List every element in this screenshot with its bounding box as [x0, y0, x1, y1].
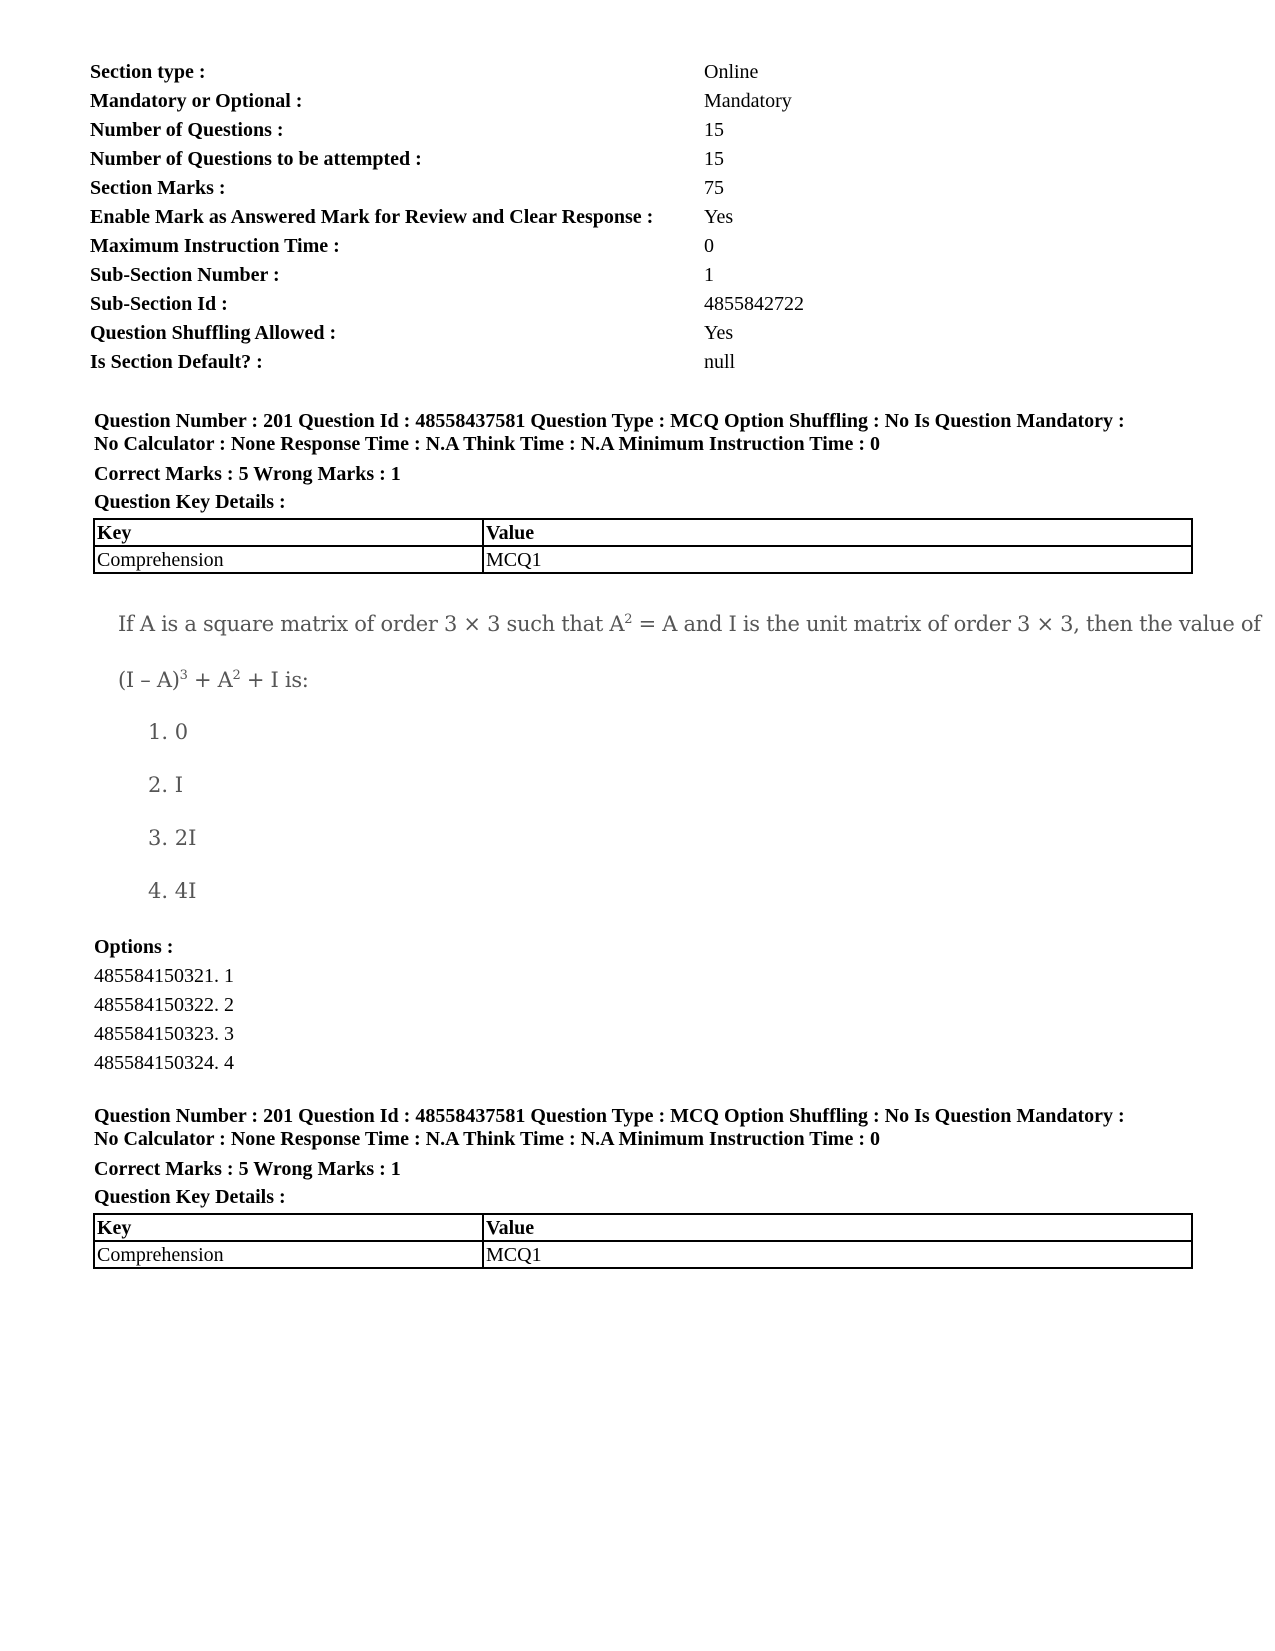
info-key: Section type : — [90, 61, 206, 83]
question-meta-line: Question Number : 201 Question Id : 48558437581 Question Type : MCQ Option Shuffling : No Is Question Mandatory : — [94, 1105, 1125, 1127]
question-choice: 3. 2I — [148, 826, 197, 850]
info-key: Section Marks : — [90, 177, 226, 199]
table-row — [94, 546, 1192, 573]
question-key-details-label: Question Key Details : — [94, 1186, 286, 1208]
info-value: null — [704, 351, 736, 373]
table-cell-key: Comprehension — [94, 1241, 483, 1268]
option-item: 485584150322. 2 — [94, 994, 234, 1016]
question-text-part: + I is: — [240, 668, 309, 692]
table-cell-value: MCQ1 — [483, 1241, 1192, 1268]
option-item: 485584150323. 3 — [94, 1023, 234, 1045]
table-cell-key: Comprehension — [94, 546, 483, 573]
table-header-key: Key — [94, 519, 483, 546]
info-row — [90, 232, 1190, 261]
table-row — [94, 1241, 1192, 1268]
info-key: Number of Questions : — [90, 119, 284, 141]
info-value: 15 — [704, 148, 724, 170]
info-row — [90, 87, 1190, 116]
info-key: Number of Questions to be attempted : — [90, 148, 422, 170]
question-block — [94, 410, 1194, 574]
question-key-details-label: Question Key Details : — [94, 491, 286, 513]
info-value: Mandatory — [704, 90, 792, 112]
info-key: Mandatory or Optional : — [90, 90, 303, 112]
info-row — [90, 319, 1190, 348]
question-key-table — [93, 518, 1193, 574]
info-value: 75 — [704, 177, 724, 199]
info-value: Yes — [704, 322, 734, 344]
question-marks: Correct Marks : 5 Wrong Marks : 1 — [94, 463, 401, 485]
question-text-part: If A is a square matrix of order 3 × 3 such that A — [118, 612, 625, 636]
superscript: 2 — [232, 668, 241, 683]
table-header-row — [94, 1214, 1192, 1241]
options-label: Options : — [94, 936, 174, 958]
option-item: 485584150324. 4 — [94, 1052, 234, 1074]
info-row — [90, 203, 1190, 232]
info-row — [90, 174, 1190, 203]
table-header-value: Value — [483, 1214, 1192, 1241]
info-value: Yes — [704, 206, 734, 228]
info-row — [90, 58, 1190, 87]
superscript: 3 — [179, 668, 188, 683]
question-text-part: (I – A) — [118, 668, 180, 692]
question-meta-line: Question Number : 201 Question Id : 48558437581 Question Type : MCQ Option Shuffling : No Is Question Mandatory : — [94, 410, 1125, 432]
section-info — [90, 58, 1190, 377]
question-meta-line: No Calculator : None Response Time : N.A Think Time : N.A Minimum Instruction Time : 0 — [94, 433, 880, 455]
info-row — [90, 290, 1190, 319]
table-header-value: Value — [483, 519, 1192, 546]
question-block — [94, 1105, 1194, 1269]
info-key: Enable Mark as Answered Mark for Review and Clear Response : — [90, 206, 654, 228]
superscript: 2 — [624, 612, 633, 627]
info-row — [90, 348, 1190, 377]
question-marks: Correct Marks : 5 Wrong Marks : 1 — [94, 1158, 401, 1180]
info-row — [90, 261, 1190, 290]
info-row — [90, 145, 1190, 174]
option-item: 485584150321. 1 — [94, 965, 234, 987]
question-meta-line: No Calculator : None Response Time : N.A Think Time : N.A Minimum Instruction Time : 0 — [94, 1128, 880, 1150]
question-choice: 4. 4I — [148, 879, 197, 903]
info-value: 15 — [704, 119, 724, 141]
info-key: Sub-Section Number : — [90, 264, 280, 286]
info-value: 0 — [704, 235, 714, 257]
question-key-table — [93, 1213, 1193, 1269]
info-value: 4855842722 — [704, 293, 804, 315]
info-value: 1 — [704, 264, 714, 286]
question-text-part: + A — [187, 668, 233, 692]
question-image — [118, 600, 1261, 920]
options-list — [94, 933, 234, 1078]
info-key: Sub-Section Id : — [90, 293, 228, 315]
question-text-part: = A and I is the unit matrix of order 3 × 3, then the value of — [632, 612, 1261, 636]
table-header-key: Key — [94, 1214, 483, 1241]
question-choice: 1. 0 — [148, 720, 189, 744]
info-key: Is Section Default? : — [90, 351, 263, 373]
table-header-row — [94, 519, 1192, 546]
info-value: Online — [704, 61, 759, 83]
info-key: Maximum Instruction Time : — [90, 235, 340, 257]
table-cell-value: MCQ1 — [483, 546, 1192, 573]
info-key: Question Shuffling Allowed : — [90, 322, 337, 344]
question-text-line — [118, 668, 309, 692]
question-choice: 2. I — [148, 773, 184, 797]
question-text-line — [118, 612, 1261, 636]
info-row — [90, 116, 1190, 145]
